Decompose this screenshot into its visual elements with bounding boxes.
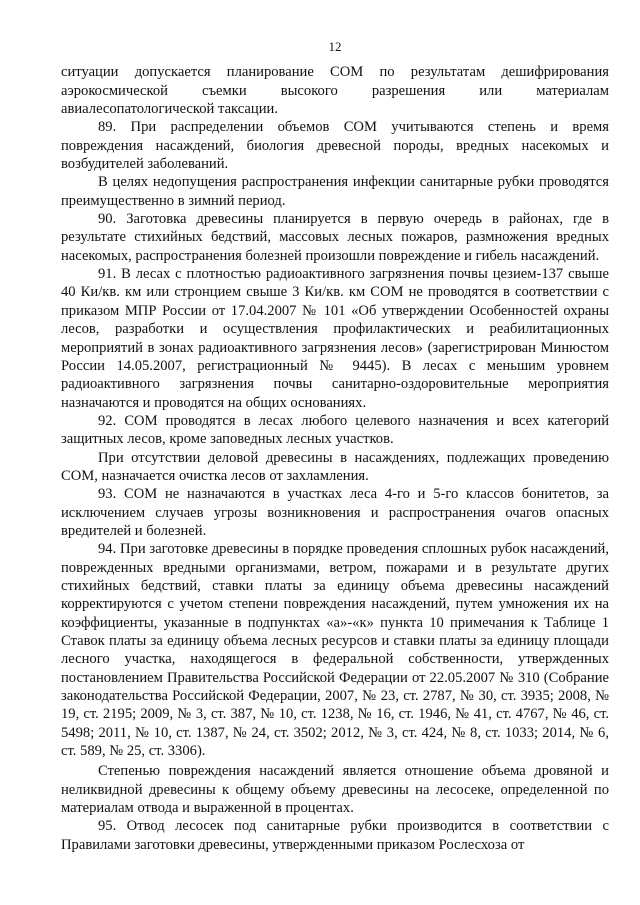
page-number: 12 [328, 39, 342, 54]
paragraph: ситуации допускается планирование СОМ по результатам дешифрирования аэрокосмической съемки высокого разрешения или материалам авиалесопатологической таксации. [61, 64, 609, 118]
document-body [61, 63, 609, 854]
paragraph: 95. Отвод лесосек под санитарные рубки производится в соответствии с Правилами заготовки древесины, утвержденными приказом Рослесхоза от [61, 818, 609, 853]
paragraph: 94. При заготовке древесины в порядке проведения сплошных рубок насаждений, поврежденных вредными организмами, ветром, пожарами и в результате других стихийных бедствий, ставки платы за единицу объема древесины насаждений корректируются с учетом степени повреждения насаждений, путем умножения их на коэффициенты, указанные в подпунктах «а»-«к» пункта 10 примечания к Таблице 1 Ставок платы за единицу объема лесных ресурсов и ставки платы за единицу площади лесного участка, находящегося в федеральной собственности, утвержденных постановлением Правительства Российской Федерации от 22.05.2007 № 310 (Собрание законодательства Российской Федерации, 2007, № 23, ст. 2787, № 30, ст. 3935; 2008, № 19, ст. 2195; 2009, № 3, ст. 387, № 10, ст. 1238, № 16, ст. 1946, № 41, ст. 4767, № 46, ст. 5498; 2011, № 10, ст. 1387, № 24, ст. 3502; 2012, № 3, ст. 424, № 8, ст. 1033; 2014, № 6, ст. 589, № 25, ст. 3306). [61, 541, 609, 760]
document-page [61, 38, 609, 854]
paragraph: 90. Заготовка древесины планируется в первую очередь в районах, где в результате стихийных бедствий, массовых лесных пожаров, размножения вредных насекомых, распространения болезней произошли повреждение и гибель насаждений. [61, 211, 609, 264]
paragraph: 89. При распределении объемов СОМ учитываются степень и время повреждения насаждений, биология древесной породы, вредных насекомых и возбудителей заболеваний. [61, 119, 609, 173]
paragraph: 91. В лесах с плотностью радиоактивного загрязнения почвы цезием-137 свыше 40 Ки/кв. км или стронцием свыше 3 Ки/кв. км СОМ не проводятся в соответствии с приказом МПР России от 17.04.2007 № 101 «Об утверждении Особенностей охраны лесов, разработки и осуществления профилактических и реабилитационных мероприятий в зонах радиоактивного загрязнения лесов» (зарегистрирован Минюстом России 14.05.2007, регистрационный № 9445). В лесах с меньшим уровнем радиоактивного загрязнения почвы санитарно-оздоровительные мероприятия назначаются и проводятся на общих основаниях. [61, 266, 609, 411]
paragraph: 93. СОМ не назначаются в участках леса 4-го и 5-го классов бонитетов, за исключением случаев угрозы возникновения и распространения очагов опасных вредителей и болезней. [61, 486, 609, 539]
paragraph: При отсутствии деловой древесины в насаждениях, подлежащих проведению СОМ, назначается очистка лесов от захламления. [61, 449, 609, 484]
paragraph: Степенью повреждения насаждений является отношение объема дровяной и неликвидной древесины к общему объему древесины на лесосеке, определенной по материалам отвода и выраженной в процентах. [61, 763, 609, 817]
paragraph: 92. СОМ проводятся в лесах любого целевого назначения и всех категорий защитных лесов, кроме заповедных лесных участков. [61, 412, 609, 448]
paragraph: В целях недопущения распространения инфекции санитарные рубки проводятся преимущественно в зимний период. [61, 174, 609, 209]
